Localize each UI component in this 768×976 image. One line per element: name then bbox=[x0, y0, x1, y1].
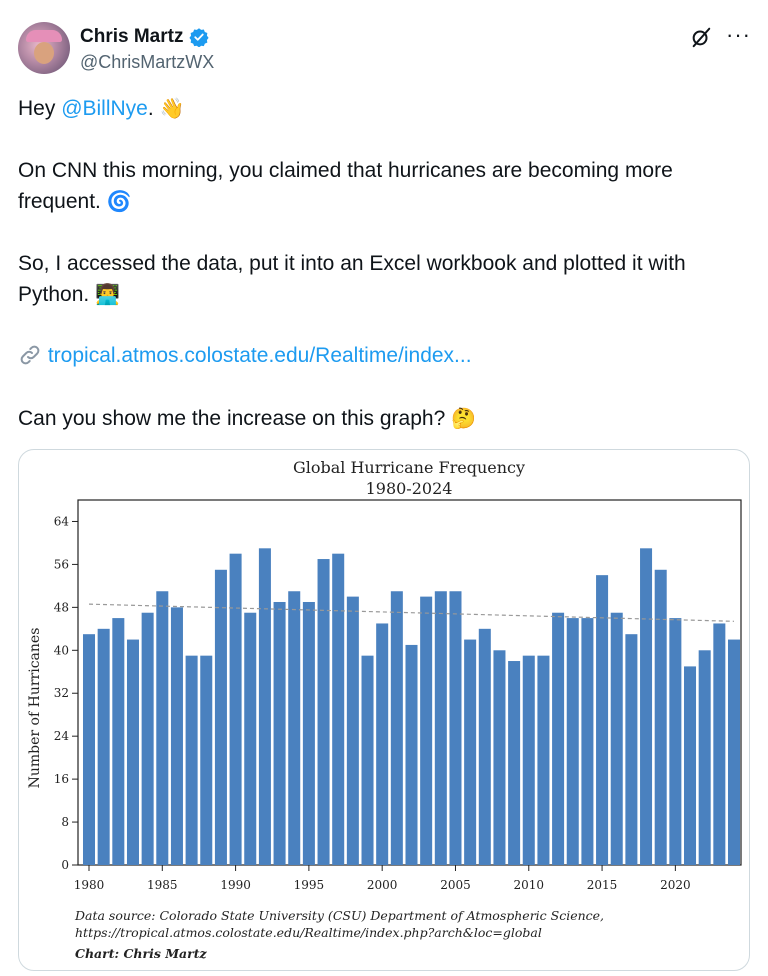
tweet-line-link bbox=[18, 340, 744, 371]
link-icon bbox=[18, 343, 42, 367]
greeting-prefix: Hey bbox=[18, 97, 62, 120]
mention-link[interactable]: @BillNye bbox=[61, 97, 148, 120]
external-link[interactable]: tropical.atmos.colostate.edu/Realtime/index... bbox=[47, 344, 472, 367]
bar-2000 bbox=[376, 623, 388, 865]
x-tick-label: 2015 bbox=[586, 878, 618, 892]
source-line-1: Data source: Colorado State University (CSU) Department of Atmospheric Science, bbox=[75, 908, 605, 923]
y-tick-label: 40 bbox=[53, 643, 69, 658]
greeting-suffix: . bbox=[147, 97, 154, 120]
author-name-row[interactable] bbox=[80, 26, 209, 48]
y-tick-label: 0 bbox=[61, 858, 69, 872]
source-line-2: https://tropical.atmos.colostate.edu/Realtime/index.php?arch&loc=global bbox=[75, 925, 542, 940]
hurricane-bar-chart bbox=[19, 450, 749, 970]
bar-2007 bbox=[479, 629, 491, 865]
grok-icon[interactable] bbox=[690, 26, 712, 48]
y-tick-label: 8 bbox=[61, 815, 69, 830]
bar-1986 bbox=[171, 607, 183, 865]
bar-2021 bbox=[684, 666, 696, 865]
bar-2020 bbox=[669, 618, 681, 865]
verified-badge-icon bbox=[189, 27, 209, 47]
bar-1993 bbox=[274, 602, 286, 865]
y-tick-label: 48 bbox=[53, 600, 69, 615]
y-tick-label: 32 bbox=[53, 686, 69, 701]
bar-2023 bbox=[713, 623, 725, 865]
bar-2024 bbox=[728, 640, 740, 865]
chart-subtitle: 1980-2024 bbox=[365, 479, 453, 498]
bar-2003 bbox=[420, 597, 432, 865]
y-axis-label: Number of Hurricanes bbox=[27, 627, 43, 789]
bar-1988 bbox=[200, 656, 212, 865]
bar-1987 bbox=[186, 656, 198, 865]
technologist-emoji: 👨‍💻 bbox=[95, 284, 120, 306]
bar-1981 bbox=[98, 629, 110, 865]
bar-1982 bbox=[112, 618, 124, 865]
bar-1983 bbox=[127, 640, 139, 865]
wave-emoji: 👋 bbox=[159, 98, 185, 120]
bar-1996 bbox=[318, 559, 330, 865]
x-tick-label: 1980 bbox=[73, 878, 105, 892]
tweet-line-greeting bbox=[18, 93, 744, 125]
claim-text: On CNN this morning, you claimed that hurricanes are becoming more frequent. bbox=[18, 159, 673, 213]
bar-2018 bbox=[640, 548, 652, 865]
bar-2008 bbox=[493, 650, 505, 865]
bar-1991 bbox=[244, 613, 256, 865]
bar-1994 bbox=[288, 591, 300, 865]
tweet-line-claim bbox=[18, 155, 744, 218]
bar-1980 bbox=[83, 634, 95, 865]
bar-2006 bbox=[464, 640, 476, 865]
bar-1998 bbox=[347, 597, 359, 865]
bar-2011 bbox=[537, 656, 549, 865]
y-tick-label: 64 bbox=[53, 514, 69, 529]
bar-2004 bbox=[435, 591, 447, 865]
avatar-face bbox=[34, 42, 54, 64]
bar-1990 bbox=[230, 554, 242, 865]
author-handle[interactable]: @ChrisMartzWX bbox=[80, 52, 215, 72]
avatar[interactable] bbox=[18, 22, 70, 74]
y-tick-label: 16 bbox=[53, 772, 69, 787]
x-tick-label: 1990 bbox=[220, 878, 251, 892]
x-tick-label: 2020 bbox=[660, 878, 691, 892]
bar-2013 bbox=[567, 618, 579, 865]
bar-2016 bbox=[611, 613, 623, 865]
chart-title: Global Hurricane Frequency bbox=[292, 458, 526, 477]
x-tick-label: 1985 bbox=[147, 878, 178, 892]
bar-2010 bbox=[523, 656, 535, 865]
cyclone-emoji: 🌀 bbox=[106, 191, 132, 213]
trend-line bbox=[89, 604, 734, 621]
chart-image-card[interactable] bbox=[18, 449, 750, 971]
bar-2012 bbox=[552, 613, 564, 865]
bar-2014 bbox=[581, 618, 593, 865]
bar-1984 bbox=[142, 613, 154, 865]
more-options-icon[interactable]: ··· bbox=[726, 22, 751, 47]
bar-2017 bbox=[625, 634, 637, 865]
bar-2009 bbox=[508, 661, 520, 865]
bar-2022 bbox=[699, 650, 711, 865]
method-text: So, I accessed the data, put it into an Excel workbook and plotted it with Python. bbox=[18, 252, 686, 306]
bar-1985 bbox=[156, 591, 168, 865]
avatar-hat bbox=[26, 30, 62, 42]
x-tick-label: 2000 bbox=[366, 878, 398, 892]
bar-1999 bbox=[362, 656, 374, 865]
bar-2019 bbox=[655, 570, 667, 865]
thinking-emoji: 🤔 bbox=[451, 408, 476, 430]
bar-1995 bbox=[303, 602, 315, 865]
x-tick-label: 2005 bbox=[440, 878, 471, 892]
chart-credit: Chart: Chris Martz bbox=[75, 946, 207, 961]
x-tick-label: 2010 bbox=[513, 878, 545, 892]
y-tick-label: 56 bbox=[53, 557, 69, 572]
x-tick-label: 1995 bbox=[293, 878, 325, 892]
bar-1997 bbox=[332, 554, 344, 865]
author-name[interactable]: Chris Martz bbox=[80, 26, 184, 47]
bar-2015 bbox=[596, 575, 608, 865]
bar-2001 bbox=[391, 591, 403, 865]
question-text: Can you show me the increase on this graph? bbox=[18, 407, 446, 430]
tweet-line-question bbox=[18, 403, 744, 435]
bar-2005 bbox=[449, 591, 461, 865]
bar-2002 bbox=[405, 645, 417, 865]
bar-1992 bbox=[259, 548, 271, 865]
y-tick-label: 24 bbox=[53, 729, 69, 744]
tweet-line-method bbox=[18, 248, 744, 311]
bar-1989 bbox=[215, 570, 227, 865]
